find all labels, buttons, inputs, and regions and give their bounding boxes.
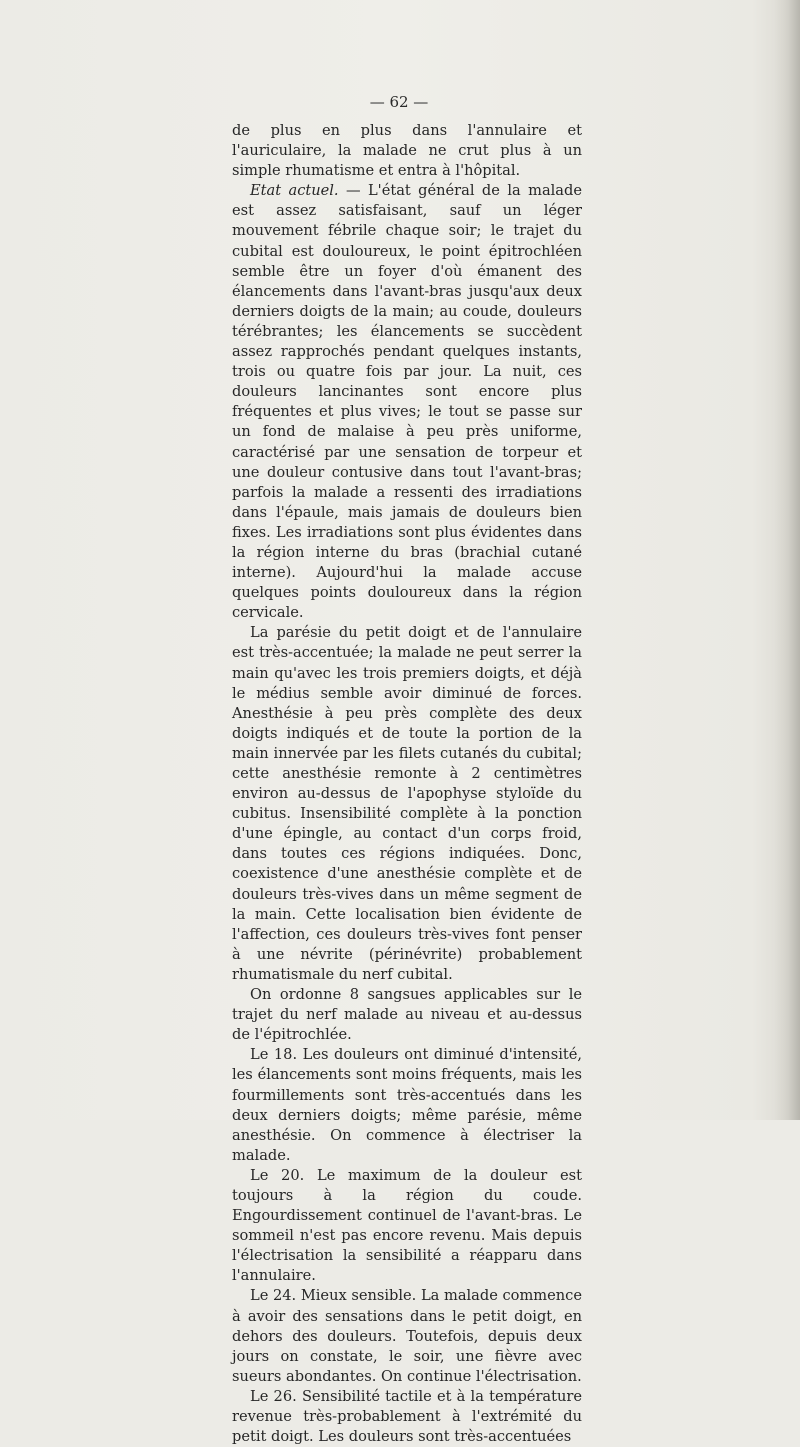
paragraph-sangsues: On ordonne 8 sangsues applicables sur le trajet du nerf malade au niveau et au-dessus de l'épitrochlée. [232,986,582,1044]
paragraph-continuation: de plus en plus dans l'annulaire et l'auriculaire, la malade ne crut plus à un simple rhumatisme et entra à l'hôpital. [232,122,582,180]
paragraph-le-18: Le 18. Les douleurs ont diminué d'intensité, les élancements sont moins fréquents, mais les fourmillements sont très-accentués dans les deux derniers doigts; même parésie, même anesthésie. On commence à électriser la malade. [232,1046,582,1164]
paragraph-etat-actuel [232,181,582,623]
paragraph-paresie: La parésie du petit doigt et de l'annulaire est très-accentuée; la malade ne peut serrer la main qu'avec les trois premiers doigts, et déjà le médius semble avoir diminué de forces. Anesthésie à peu près complète des deux doigts indiqués et de toute la portion de la main innervée par les filets cutanés du cubital; cette anesthésie remonte à 2 centimètres environ au-dessus de l'apophyse styloïde du cubitus. Insensibilité complète à la ponction d'une épingle, au contact d'un corps froid, dans toutes ces régions indiquées. Donc, coexistence d'une anesthésie complète et de douleurs très-vives dans un même segment de la main. Cette localisation bien évidente de l'affection, ces douleurs très-vives font penser à une névrite (périnévrite) probablement rhumatismale du nerf cubital. [232,624,582,983]
page-edge-stain [774,0,800,1120]
paragraph-etat-actuel-text: — L'état général de la malade est assez satisfaisant, sauf un léger mouvement fébrile chaque soir; le trajet du cubital est douloureux, le point épitrochléen semble être un foyer d'où émanent des élancements dans l'avant-bras jusqu'aux deux derniers doigts de la main; au coude, douleurs térébrantes; les élancements se succèdent assez rapprochés pendant quelques instants, trois ou quatre fois par jour. La nuit, ces douleurs lancinantes sont encore plus fréquentes et plus vives; le tout se passe sur un fond de malaise à peu près uniforme, caractérisé par une sensation de torpeur et une douleur contusive dans tout l'avant-bras; parfois la malade a ressenti des irradiations dans l'épaule, mais jamais de douleurs bien fixes. Les irradiations sont plus évidentes dans la région interne du bras (brachial cutané interne). Aujourd'hui la malade accuse quelques points douloureux dans la région cervicale. [232,182,582,622]
section-lead-etat-actuel: Etat actuel. [250,182,339,200]
page-number: — 62 — [369,93,429,111]
paragraph-le-26: Le 26. Sensibilité tactile et à la température revenue très-probablement à l'extrémité du petit doigt. Les douleurs sont très-accentuées [232,1387,582,1446]
body-text [232,121,582,1447]
paragraph-le-24: Le 24. Mieux sensible. La malade commence à avoir des sensations dans le petit doigt, en dehors des douleurs. Toutefois, depuis deux jours on constate, le soir, une fièvre avec sueurs abondantes. On continue l'électrisation. [232,1287,582,1385]
paragraph-le-20: Le 20. Le maximum de la douleur est toujours à la région du coude. Engourdissement continuel de l'avant-bras. Le sommeil n'est pas encore revenu. Mais depuis l'électrisation la sensibilité a réapparu dans l'annulaire. [232,1166,582,1285]
